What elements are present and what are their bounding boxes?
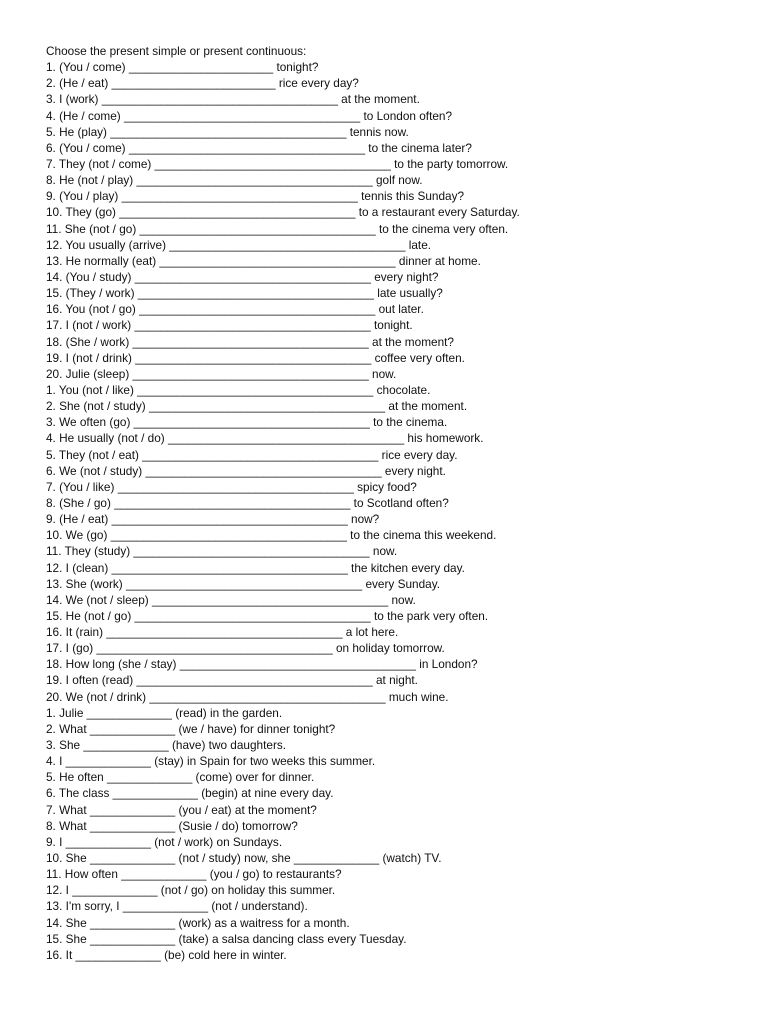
exercise-part-2 (46, 382, 746, 705)
exercise-item: 12. I (clean) ____________________________________ the kitchen every day. (46, 560, 465, 575)
exercise-item: 7. They (not / come) ____________________________________ to the party tomorrow. (46, 156, 509, 171)
exercise-item: 9. (You / play) ____________________________________ tennis this Sunday? (46, 189, 465, 204)
exercise-item: 19. I often (read) ____________________________________ at night. (46, 673, 418, 688)
exercise-item: 6. The class _____________ (begin) at nine every day. (46, 786, 334, 801)
exercise-item: 2. She (not / study) ____________________________________ at the moment. (46, 399, 468, 414)
exercise-item: 7. What _____________ (you / eat) at the moment? (46, 802, 317, 817)
exercise-item: 8. (She / go) ____________________________________ to Scotland often? (46, 495, 449, 510)
exercise-item: 5. They (not / eat) ____________________________________ rice every day. (46, 447, 458, 462)
exercise-item: 9. (He / eat) ____________________________________ now? (46, 512, 380, 527)
exercise-item: 8. He (not / play) ____________________________________ golf now. (46, 173, 423, 188)
exercise-item: 13. She (work) ____________________________________ every Sunday. (46, 576, 440, 591)
exercise-item: 17. I (go) ____________________________________ on holiday tomorrow. (46, 641, 445, 656)
exercise-item: 15. (They / work) ____________________________________ late usually? (46, 286, 443, 301)
exercise-item: 4. He usually (not / do) ____________________________________ his homework. (46, 431, 484, 446)
exercise-item: 14. We (not / sleep) ____________________________________ now. (46, 592, 416, 607)
exercise-item: 16. It (rain) ____________________________________ a lot here. (46, 625, 399, 640)
exercise-item: 18. (She / work) ____________________________________ at the moment? (46, 334, 454, 349)
exercise-item: 3. I (work) ____________________________________ at the moment. (46, 92, 420, 107)
exercise-item: 10. She _____________ (not / study) now, she _____________ (watch) TV. (46, 851, 442, 866)
exercise-item: 4. (He / come) ____________________________________ to London often? (46, 108, 453, 123)
exercise-item: 6. We (not / study) ____________________________________ every night. (46, 463, 446, 478)
exercise-item: 4. I _____________ (stay) in Spain for two weeks this summer. (46, 754, 376, 769)
exercise-item: 17. I (not / work) ____________________________________ tonight. (46, 318, 413, 333)
exercise-item: 11. How often _____________ (you / go) to restaurants? (46, 867, 342, 882)
exercise-item: 2. What _____________ (we / have) for dinner tonight? (46, 721, 336, 736)
exercise-item: 1. Julie _____________ (read) in the garden. (46, 705, 283, 720)
exercise-item: 2. (He / eat) _________________________ rice every day? (46, 76, 359, 91)
exercise-item: 5. He often _____________ (come) over for dinner. (46, 770, 315, 785)
exercise-item: 20. We (not / drink) ____________________________________ much wine. (46, 689, 449, 704)
exercise-item: 13. I'm sorry, I _____________ (not / understand). (46, 899, 308, 914)
worksheet-title: Choose the present simple or present continuous: (46, 44, 307, 58)
exercise-part-3 (46, 705, 746, 963)
exercise-item: 12. I _____________ (not / go) on holiday this summer. (46, 883, 336, 898)
exercise-item: 13. He normally (eat) ____________________________________ dinner at home. (46, 253, 481, 268)
exercise-item: 15. He (not / go) ____________________________________ to the park very often. (46, 608, 489, 623)
exercise-item: 20. Julie (sleep) ____________________________________ now. (46, 366, 397, 381)
exercise-item: 5. He (play) ____________________________________ tennis now. (46, 124, 409, 139)
exercise-item: 14. She _____________ (work) as a waitress for a month. (46, 915, 350, 930)
exercise-item: 19. I (not / drink) ____________________________________ coffee very often. (46, 350, 465, 365)
exercise-item: 15. She _____________ (take) a salsa dancing class every Tuesday. (46, 931, 407, 946)
exercise-item: 11. They (study) ____________________________________ now. (46, 544, 398, 559)
exercise-item: 1. You (not / like) ____________________________________ chocolate. (46, 382, 431, 397)
exercise-item: 8. What _____________ (Susie / do) tomorrow? (46, 818, 298, 833)
exercise-item: 14. (You / study) ____________________________________ every night? (46, 269, 439, 284)
exercise-item: 3. We often (go) ____________________________________ to the cinema. (46, 415, 448, 430)
exercise-item: 3. She _____________ (have) two daughters. (46, 738, 287, 753)
exercise-item: 10. We (go) ____________________________________ to the cinema this weekend. (46, 528, 497, 543)
exercise-item: 11. She (not / go) ____________________________________ to the cinema very often. (46, 221, 509, 236)
exercise-item: 16. It _____________ (be) cold here in winter. (46, 947, 287, 962)
exercise-item: 18. How long (she / stay) ____________________________________ in London? (46, 657, 478, 672)
worksheet (46, 43, 746, 963)
exercise-item: 12. You usually (arrive) ____________________________________ late. (46, 237, 432, 252)
exercise-item: 9. I _____________ (not / work) on Sundays. (46, 834, 283, 849)
exercise-part-1 (46, 59, 746, 382)
exercise-item: 6. (You / come) ____________________________________ to the cinema later? (46, 140, 472, 155)
exercise-item: 16. You (not / go) ____________________________________ out later. (46, 302, 424, 317)
exercise-item: 10. They (go) ____________________________________ to a restaurant every Saturday. (46, 205, 520, 220)
exercise-item: 1. (You / come) ______________________ tonight? (46, 60, 319, 75)
exercise-item: 7. (You / like) ____________________________________ spicy food? (46, 479, 417, 494)
